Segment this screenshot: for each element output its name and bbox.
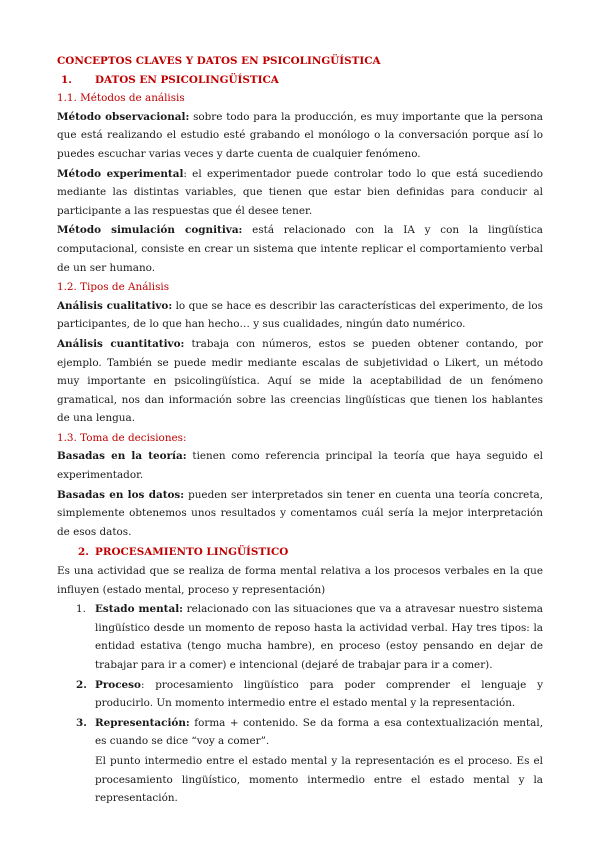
paragraph-analisis-cualitativo <box>57 297 543 334</box>
definition: : procesamiento lingüístico para poder comprender el lenguaje y producirlo. Un momento intermedio entre el estado mental y la representación. <box>95 678 543 710</box>
processing-list <box>57 600 543 751</box>
subsection-1-2-heading: 1.2. Tipos de Análisis <box>57 281 170 294</box>
term: Método simulación cognitiva: <box>57 224 243 237</box>
list-item <box>57 600 543 674</box>
paragraph-basadas-datos <box>57 486 543 542</box>
list-item <box>57 676 543 713</box>
list-number: 3. <box>76 716 87 729</box>
subsection-1-1-heading: 1.1. Métodos de análisis <box>57 92 185 105</box>
definition: relacionado con las situaciones que va a atravesar nuestro sistema lingüístico desde un momento de reposo hasta la actividad verbal. Hay tres tipos: la entidad estativa (tengo mucha hambre), en proceso (estoy pensando en dejar de trabajar para ir a comer) e intencional (dejaré de trabajar para ir a comer). <box>95 603 544 671</box>
section-1-number: 1. <box>61 73 72 86</box>
section-1-title: DATOS EN PSICOLINGÜÍSTICA <box>95 73 279 86</box>
list-number: 1. <box>76 603 86 616</box>
section-1-heading <box>57 71 543 90</box>
term: Representación: <box>95 716 190 729</box>
definition: forma + contenido. Se da forma a esa contextualización mental, es cuando se dice “voy a comer”. <box>95 716 543 748</box>
definition: pueden ser interpretados sin tener en cuenta una teoría concreta, simplemente obtenemos unos resultados y comentamos cuál sería la mejor interpretación de esos datos. <box>57 488 543 538</box>
document-page <box>57 52 543 808</box>
definition: trabaja con números, estos se pueden obtener contando, por ejemplo. También se puede medir mediante escalas de subjetividad o Likert, un método muy importante en psicolingüística. Aquí se mide la aceptabilidad de un fenómeno gramatical, nos dan información sobre las creencias lingüísticas que tienen los hablantes de una lengua. <box>57 337 543 425</box>
list-item <box>57 714 543 751</box>
paragraph-analisis-cuantitativo <box>57 335 543 428</box>
definition: sobre todo para la producción, es muy importante que la persona que está realizando el estudio esté grabando el monólogo o la conversación porque así lo puedes escuchar varias veces y darte cuenta de cualquier fenómeno. <box>57 110 543 160</box>
section-2-intro: Es una actividad que se realiza de forma mental relativa a los procesos verbales en la que influyen (estado mental, proceso y representación) <box>57 565 543 596</box>
paragraph-metodo-experimental <box>57 165 543 221</box>
term: Análisis cuantitativo: <box>57 337 185 350</box>
section-2-number: 2. <box>78 546 89 559</box>
term: Método experimental <box>57 167 184 180</box>
paragraph-metodo-simulacion <box>57 221 543 277</box>
subsection-1-3-heading: 1.3. Toma de decisiones: <box>57 431 187 444</box>
section-2-title: PROCESAMIENTO LINGÜÍSTICO <box>95 546 289 559</box>
paragraph-basadas-teoria <box>57 447 543 484</box>
section-2-heading <box>57 543 543 562</box>
definition: lo que se hace es describir las características del experimento, de los participantes, de lo que han hecho… y sus cualidades, ningún dato numérico. <box>57 299 543 331</box>
term: Estado mental: <box>95 603 183 616</box>
list-number: 2. <box>76 678 87 691</box>
term: Basadas en la teoría: <box>57 450 187 463</box>
term: Proceso <box>95 678 141 691</box>
term: Análisis cualitativo: <box>57 299 173 312</box>
term: Basadas en los datos: <box>57 488 185 501</box>
definition: : el experimentador puede controlar todo lo que está sucediendo mediante las distintas variables, que tienen que estar bien definidas para conducir al participante a las respuestas que él desee tener. <box>57 167 543 217</box>
document-title: CONCEPTOS CLAVES Y DATOS EN PSICOLINGÜÍSTICA <box>57 55 381 67</box>
paragraph-metodo-observacional <box>57 108 543 164</box>
term: Método observacional: <box>57 110 190 123</box>
definition: está relacionado con la IA y con la lingüística computacional, consiste en crear un sistema que intente replicar el comportamiento verbal de un ser humano. <box>57 224 543 274</box>
list-continuation: El punto intermedio entre el estado mental y la representación es el proceso. Es el procesamiento lingüístico, momento intermedio entre el estado mental y la representación. <box>95 754 543 805</box>
definition: tienen como referencia principal la teoría que haya seguido el experimentador. <box>57 450 543 482</box>
